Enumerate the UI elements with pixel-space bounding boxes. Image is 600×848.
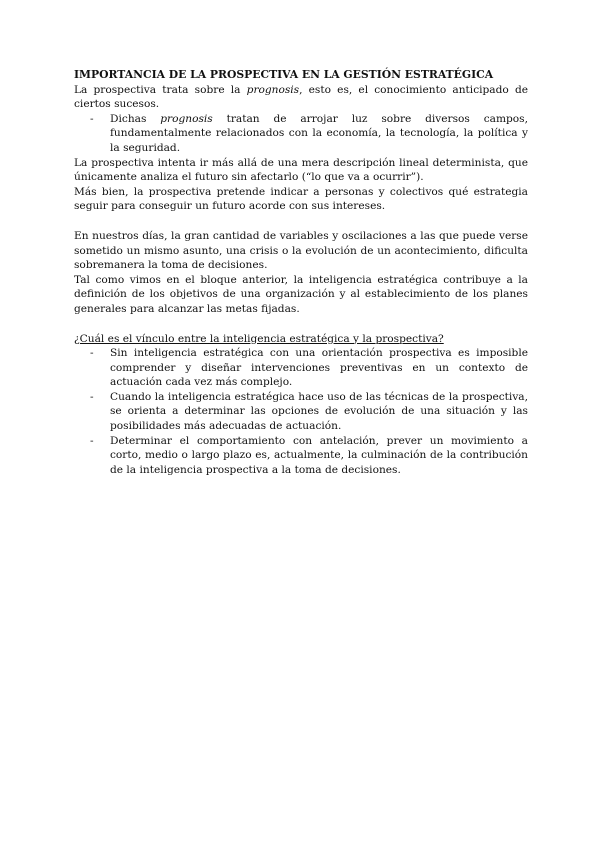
question-heading: ¿Cuál es el vínculo entre la inteligencia estratégica y la prospectiva? [74,332,444,345]
list-item-text: Cuando la inteligencia estratégica hace uso de las técnicas de la prospectiva, se orienta a determinar las opciones de evolución de una situación y las posibilidades más adecuadas de actuación. [110,390,528,433]
link-list [74,346,528,477]
dash-marker: - [90,434,94,447]
dash-marker: - [90,347,94,360]
paragraph-gap [74,317,528,332]
list-item [74,434,528,478]
list-item-text: Sin inteligencia estratégica con una orientación prospectiva es imposible comprender y diseñar intervenciones preventivas en un contexto de actuación cada vez más complejo. [110,347,528,389]
document-page [74,68,528,477]
list-item [74,390,528,434]
list-item-text: Determinar el comportamiento con antelación, prever un movimiento a corto, medio o largo plazo es, actualmente, la culminación de la contribución de la inteligencia prospectiva a la toma de decisiones. [110,434,528,476]
intro-text-start: La prospectiva trata sobre la [74,83,247,96]
list-item-emphasis: prognosis [160,112,213,125]
prognosis-list [74,112,528,156]
list-item [74,346,528,390]
paragraph-strategic-intelligence: Tal como vimos en el bloque anterior, la inteligencia estratégica contribuye a la definición de los objetivos de una organización y al establecimiento de los planes generales para alcanzar las metas fijadas. [74,273,528,315]
intro-text-end: , esto es, el conocimiento anticipado de ciertos sucesos. [74,83,528,111]
paragraph-variables: En nuestros días, la gran cantidad de variables y oscilaciones a las que puede verse sometido un mismo asunto, una crisis o la evolución de un acontecimiento, dificulta sobremanera la toma de decisiones. [74,229,528,272]
paragraph-gap [74,214,528,229]
dash-marker: - [90,112,94,125]
list-item-text-end: tratan de arrojar luz sobre diversos campos, fundamentalmente relacionados con la economía, la tecnología, la política y la seguridad. [110,112,528,154]
intro-paragraph [74,83,528,112]
document-title: IMPORTANCIA DE LA PROSPECTIVA EN LA GESTIÓN ESTRATÉGICA [74,68,494,81]
intro-emphasis: prognosis [246,83,300,96]
list-item-text-start: Dichas [110,112,161,125]
list-item [74,112,528,156]
dash-marker: - [90,390,94,403]
paragraph-strategy: Más bien, la prospectiva pretende indicar a personas y colectivos qué estrategia seguir para conseguir un futuro acorde con sus intereses. [74,185,528,213]
paragraph-determinism: La prospectiva intenta ir más allá de una mera descripción lineal determinista, que únicamente analiza el futuro sin afectarlo (“lo que va a ocurrir”). [74,156,528,184]
